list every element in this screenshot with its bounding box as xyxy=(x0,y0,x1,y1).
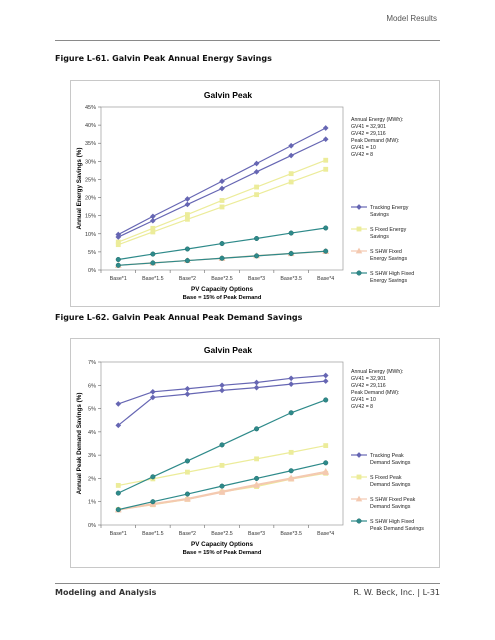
data-point xyxy=(151,499,156,504)
data-point xyxy=(185,247,190,252)
annotation-line: GV41 = 10 xyxy=(351,145,376,151)
data-point xyxy=(220,484,225,489)
y-tick-label: 5% xyxy=(88,406,96,413)
x-tick-label: Base*3.5 xyxy=(280,531,302,537)
legend-swatch-marker xyxy=(357,475,361,479)
legend-label-cont: Demand Savings xyxy=(370,504,411,510)
data-point xyxy=(116,243,120,247)
annotation-line: Annual Energy (MWh): xyxy=(351,117,404,123)
annotation-line: GV42 = 29,116 xyxy=(351,131,386,137)
x-axis-label: PV Capacity Options xyxy=(191,541,253,548)
data-point xyxy=(186,470,190,474)
x-tick-label: Base*2 xyxy=(178,276,196,282)
y-axis-label: Annual Peak Demand Savings (%) xyxy=(76,392,83,495)
data-point xyxy=(151,475,156,480)
x-tick-label: Base*3.5 xyxy=(280,276,302,282)
x-tick-label: Base*1 xyxy=(109,276,127,282)
annotation-line: GV41 = 32,901 xyxy=(351,376,387,382)
annotation-line: Annual Energy (MWh): xyxy=(351,369,404,375)
legend-label: S Fixed Peak xyxy=(370,475,402,481)
y-tick-label: 30% xyxy=(84,159,96,166)
data-point xyxy=(186,217,190,221)
y-tick-label: 7% xyxy=(88,360,96,366)
data-point xyxy=(324,167,328,171)
y-tick-label: 45% xyxy=(84,105,96,111)
y-tick-label: 40% xyxy=(84,123,96,130)
data-point xyxy=(254,427,259,432)
data-point xyxy=(185,492,190,497)
y-tick-label: 1% xyxy=(88,499,96,506)
peak-demand-savings-chart xyxy=(71,339,439,567)
data-point xyxy=(116,257,121,262)
legend-label-cont: Peak Demand Savings xyxy=(370,526,424,532)
data-point xyxy=(324,444,328,448)
legend-label-cont: Savings xyxy=(370,234,389,240)
data-point xyxy=(220,443,225,448)
x-axis-label: PV Capacity Options xyxy=(191,286,253,293)
data-point xyxy=(220,256,225,261)
legend-label: S SHW High Fixed xyxy=(370,271,415,277)
y-tick-label: 3% xyxy=(88,453,96,460)
y-tick-label: 10% xyxy=(84,231,96,238)
x-tick-label: Base*2.5 xyxy=(211,531,233,537)
data-point xyxy=(185,258,190,263)
data-point xyxy=(151,230,155,234)
data-point xyxy=(220,199,224,203)
footer-rule xyxy=(55,583,440,584)
data-point xyxy=(289,231,294,236)
y-tick-label: 20% xyxy=(84,195,96,202)
data-point xyxy=(323,461,328,466)
data-point xyxy=(289,410,294,415)
data-point xyxy=(116,263,121,268)
chart-panel-1 xyxy=(70,80,440,307)
y-tick-label: 25% xyxy=(84,177,96,184)
legend-label: S SHW Fixed Peak xyxy=(370,497,416,503)
annotation-line: GV42 = 8 xyxy=(351,404,374,410)
data-point xyxy=(254,476,259,481)
annotation-line: Peak Demand (MW): xyxy=(351,138,400,144)
data-point xyxy=(185,459,190,464)
legend-label: S SHW High Fixed xyxy=(370,519,415,525)
data-point xyxy=(289,468,294,473)
figure-caption-1: Figure L-61. Galvin Peak Annual Energy Savings xyxy=(55,54,272,63)
x-tick-label: Base*1 xyxy=(109,531,127,537)
data-point xyxy=(116,491,121,496)
page-header xyxy=(0,0,495,32)
chart-panel-2 xyxy=(70,338,440,568)
legend-label: S Fixed Energy xyxy=(370,227,407,233)
data-point xyxy=(220,241,225,246)
annotation-line: Peak Demand (MW): xyxy=(351,390,400,396)
legend-label-cont: Demand Savings xyxy=(370,482,411,488)
data-point xyxy=(186,213,190,217)
data-point xyxy=(116,483,120,487)
legend-label-cont: Savings xyxy=(370,212,389,218)
legend-label: Tracking Peak xyxy=(370,453,404,459)
data-point xyxy=(289,450,293,454)
legend-swatch-marker xyxy=(357,497,362,501)
x-tick-label: Base*3 xyxy=(248,531,266,537)
footer-section-title: Modeling and Analysis xyxy=(55,588,157,597)
x-tick-label: Base*1.5 xyxy=(142,531,164,537)
legend-label-cont: Demand Savings xyxy=(370,460,411,466)
header-rule xyxy=(55,40,440,41)
x-axis-note: Base = 15% of Peak Demand xyxy=(182,550,262,556)
legend-label-cont: Energy Savings xyxy=(370,256,408,262)
x-tick-label: Base*4 xyxy=(317,276,335,282)
chart-title: Galvin Peak xyxy=(203,345,253,355)
legend-swatch-marker xyxy=(357,453,362,458)
data-point xyxy=(324,158,328,162)
x-tick-label: Base*2.5 xyxy=(211,276,233,282)
data-point xyxy=(220,205,224,209)
chart-title: Galvin Peak xyxy=(203,90,253,100)
section-label: Model Results xyxy=(386,14,437,23)
y-tick-label: 6% xyxy=(88,383,96,390)
data-point xyxy=(255,457,259,461)
legend-label-cont: Energy Savings xyxy=(370,278,408,284)
x-tick-label: Base*4 xyxy=(317,531,335,537)
x-tick-label: Base*1.5 xyxy=(142,276,164,282)
y-axis-label: Annual Energy Savings (%) xyxy=(76,147,83,230)
figure-caption-2: Figure L-62. Galvin Peak Annual Peak Demand Savings xyxy=(55,313,303,322)
data-point xyxy=(151,261,156,266)
legend-swatch-marker xyxy=(357,249,362,253)
legend-label: S SHW Fixed xyxy=(370,249,402,255)
y-tick-label: 2% xyxy=(88,476,96,483)
annotation-line: GV41 = 10 xyxy=(351,397,376,403)
legend-swatch-marker xyxy=(357,227,361,231)
x-tick-label: Base*3 xyxy=(248,276,266,282)
y-tick-label: 15% xyxy=(84,213,96,220)
footer-page-reference: R. W. Beck, Inc. | L-31 xyxy=(353,588,440,597)
y-tick-label: 35% xyxy=(84,141,96,148)
annotation-line: GV42 = 29,116 xyxy=(351,383,386,389)
data-point xyxy=(151,252,156,257)
energy-savings-chart xyxy=(71,81,439,306)
annotation-line: GV42 = 8 xyxy=(351,152,374,158)
legend-swatch-marker xyxy=(357,205,362,210)
data-point xyxy=(116,507,121,512)
x-tick-label: Base*2 xyxy=(178,531,196,537)
data-point xyxy=(255,193,259,197)
data-point xyxy=(254,254,259,259)
x-axis-note: Base = 15% of Peak Demand xyxy=(182,295,262,301)
y-tick-label: 5% xyxy=(88,249,96,256)
y-tick-label: 0% xyxy=(88,268,96,274)
legend-label: Tracking Energy xyxy=(370,205,409,211)
legend-swatch-marker xyxy=(357,519,362,524)
legend-swatch-marker xyxy=(357,271,362,276)
y-tick-label: 0% xyxy=(88,523,96,529)
data-point xyxy=(323,226,328,231)
data-point xyxy=(289,180,293,184)
annotation-line: GV41 = 32,901 xyxy=(351,124,387,130)
y-tick-label: 4% xyxy=(88,429,96,436)
data-point xyxy=(254,236,259,241)
data-point xyxy=(255,185,259,189)
data-point xyxy=(289,172,293,176)
data-point xyxy=(289,251,294,256)
data-point xyxy=(323,249,328,254)
data-point xyxy=(220,463,224,467)
data-point xyxy=(323,398,328,403)
